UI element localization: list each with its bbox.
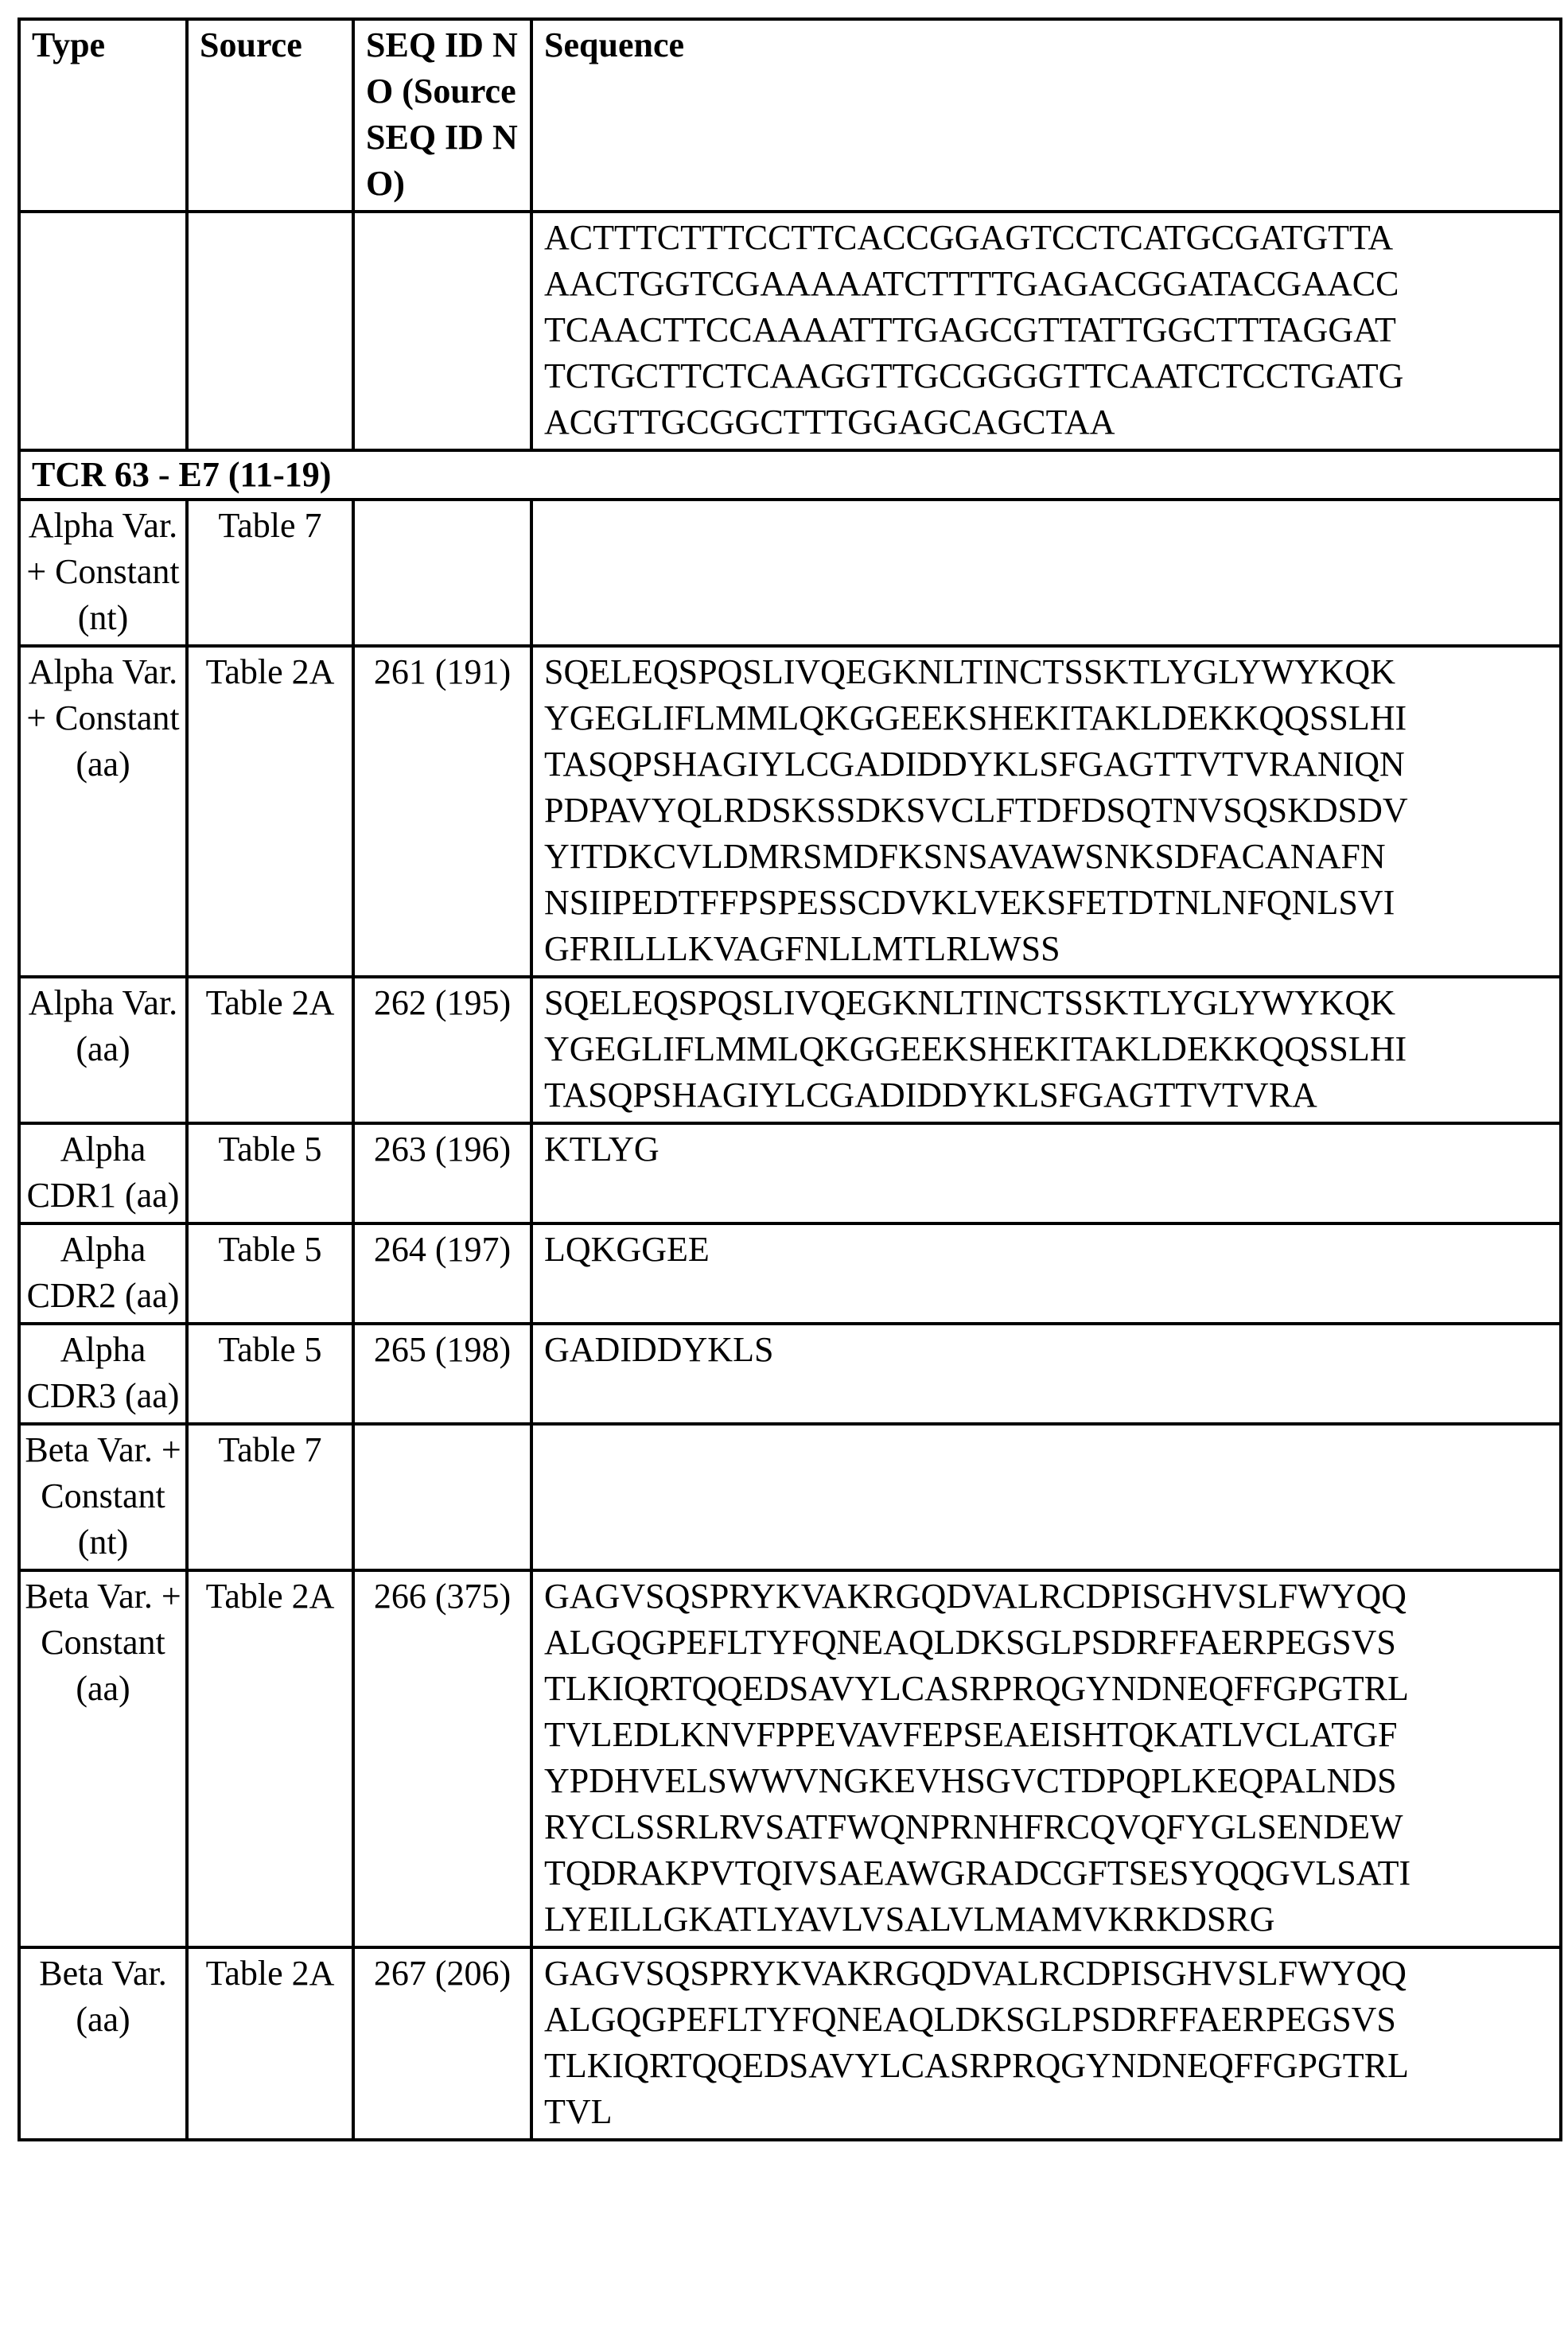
sequence-cell: [531, 500, 1561, 646]
table-row: [19, 1570, 1561, 1947]
type-cell: Alpha CDR3 (aa): [19, 1324, 187, 1424]
seq-id-cell: [353, 500, 531, 646]
table-row: [19, 1123, 1561, 1223]
type-cell: Alpha CDR2 (aa): [19, 1223, 187, 1324]
source-cell: [187, 212, 353, 450]
sequence-cell: SQELEQSPQSLIVQEGKNLTINCTSSKTLYGLYWYKQK YGEGLIFLMMLQKGGEEKSHEKITAKLDEKKQQSSLHI TASQPSHAGIYLCGADIDDYKLSFGAGTTVTVRA: [531, 977, 1561, 1123]
type-cell: Beta Var. (aa): [19, 1947, 187, 2140]
table-row: [19, 1424, 1561, 1570]
source-cell: Table 5: [187, 1123, 353, 1223]
source-cell: Table 5: [187, 1223, 353, 1324]
seq-id-cell: 266 (375): [353, 1570, 531, 1947]
seq-id-cell: 262 (195): [353, 977, 531, 1123]
sequence-cell: LQKGGEE: [531, 1223, 1561, 1324]
sequence-cell: GAGVSQSPRYKVAKRGQDVALRCDPISGHVSLFWYQQ ALGQGPEFLTYFQNEAQLDKSGLPSDRFFAERPEGSVS TLKIQRTQQEDSAVYLCASRPRQGYNDNEQFFGPGTRL TVLEDLKNVFPPEVAVFEPSEAEISHTQKATLVCLATGF YPDHVELSWWVNGKEVHSGVCTDPQPLKEQPALNDS RYCLSSRLRVSATFWQNPRNHFRCQVQFYGLSENDEW TQDRAKPVTQIVSAEAWGRADCGFTSESYQQGVLSATI LYEILLGKATLYAVLVSALVLMAMVKRKDSRG: [531, 1570, 1561, 1947]
source-cell: Table 2A: [187, 1570, 353, 1947]
header-sequence: Sequence: [531, 19, 1561, 212]
type-cell: Alpha Var. (aa): [19, 977, 187, 1123]
seq-id-cell: 263 (196): [353, 1123, 531, 1223]
section-title: TCR 63 - E7 (11-19): [19, 450, 1561, 500]
type-cell: Alpha CDR1 (aa): [19, 1123, 187, 1223]
source-cell: Table 7: [187, 500, 353, 646]
type-cell: Alpha Var. + Constant (nt): [19, 500, 187, 646]
seq-id-cell: [353, 1424, 531, 1570]
table-row: [19, 646, 1561, 977]
sequence-cell: GADIDDYKLS: [531, 1324, 1561, 1424]
table-body: [19, 212, 1561, 2140]
type-cell: Beta Var. + Constant (aa): [19, 1570, 187, 1947]
source-cell: Table 5: [187, 1324, 353, 1424]
seq-id-cell: 261 (191): [353, 646, 531, 977]
type-cell: [19, 212, 187, 450]
source-cell: Table 2A: [187, 1947, 353, 2140]
header-type: Type: [19, 19, 187, 212]
source-cell: Table 2A: [187, 646, 353, 977]
sequence-table: [18, 18, 1562, 2141]
sequence-cell: KTLYG: [531, 1123, 1561, 1223]
table-row: [19, 212, 1561, 450]
seq-id-cell: 264 (197): [353, 1223, 531, 1324]
seq-id-cell: [353, 212, 531, 450]
sequence-cell: ACTTTCTTTCCTTCACCGGAGTCCTCATGCGATGTTA AACTGGTCGAAAAATCTTTTGAGACGGATACGAACC TCAACTTCCAAAATTTGAGCGTTATTGGCTTTAGGAT TCTGCTTCTCAAGGTTGCGGGGTTCAATCTCCTGATG ACGTTGCGGCTTTGGAGCAGCTAA: [531, 212, 1561, 450]
seq-id-cell: 267 (206): [353, 1947, 531, 2140]
seq-id-cell: 265 (198): [353, 1324, 531, 1424]
header-row: [19, 19, 1561, 212]
table-row: [19, 500, 1561, 646]
header-source: Source: [187, 19, 353, 212]
table-row: [19, 1947, 1561, 2140]
sequence-cell: GAGVSQSPRYKVAKRGQDVALRCDPISGHVSLFWYQQ ALGQGPEFLTYFQNEAQLDKSGLPSDRFFAERPEGSVS TLKIQRTQQEDSAVYLCASRPRQGYNDNEQFFGPGTRL TVL: [531, 1947, 1561, 2140]
sequence-cell: [531, 1424, 1561, 1570]
table-row: [19, 977, 1561, 1123]
type-cell: Alpha Var. + Constant (aa): [19, 646, 187, 977]
header-seq-id: SEQ ID NO (Source SEQ ID NO): [353, 19, 531, 212]
sequence-cell: SQELEQSPQSLIVQEGKNLTINCTSSKTLYGLYWYKQK YGEGLIFLMMLQKGGEEKSHEKITAKLDEKKQQSSLHI TASQPSHAGIYLCGADIDDYKLSFGAGTTVTVRANIQN PDPAVYQLRDSKSSDKSVCLFTDFDSQTNVSQSKDSDV YITDKCVLDMRSMDFKSNSAVAWSNKSDFACANAFN NSIIPEDTFFPSPESSCDVKLVEKSFETDTNLNFQNLSVI GFRILLLKVAGFNLLMTLRLWSS: [531, 646, 1561, 977]
source-cell: Table 2A: [187, 977, 353, 1123]
table-row: [19, 1324, 1561, 1424]
type-cell: Beta Var. + Constant (nt): [19, 1424, 187, 1570]
source-cell: Table 7: [187, 1424, 353, 1570]
section-row: [19, 450, 1561, 500]
table-row: [19, 1223, 1561, 1324]
